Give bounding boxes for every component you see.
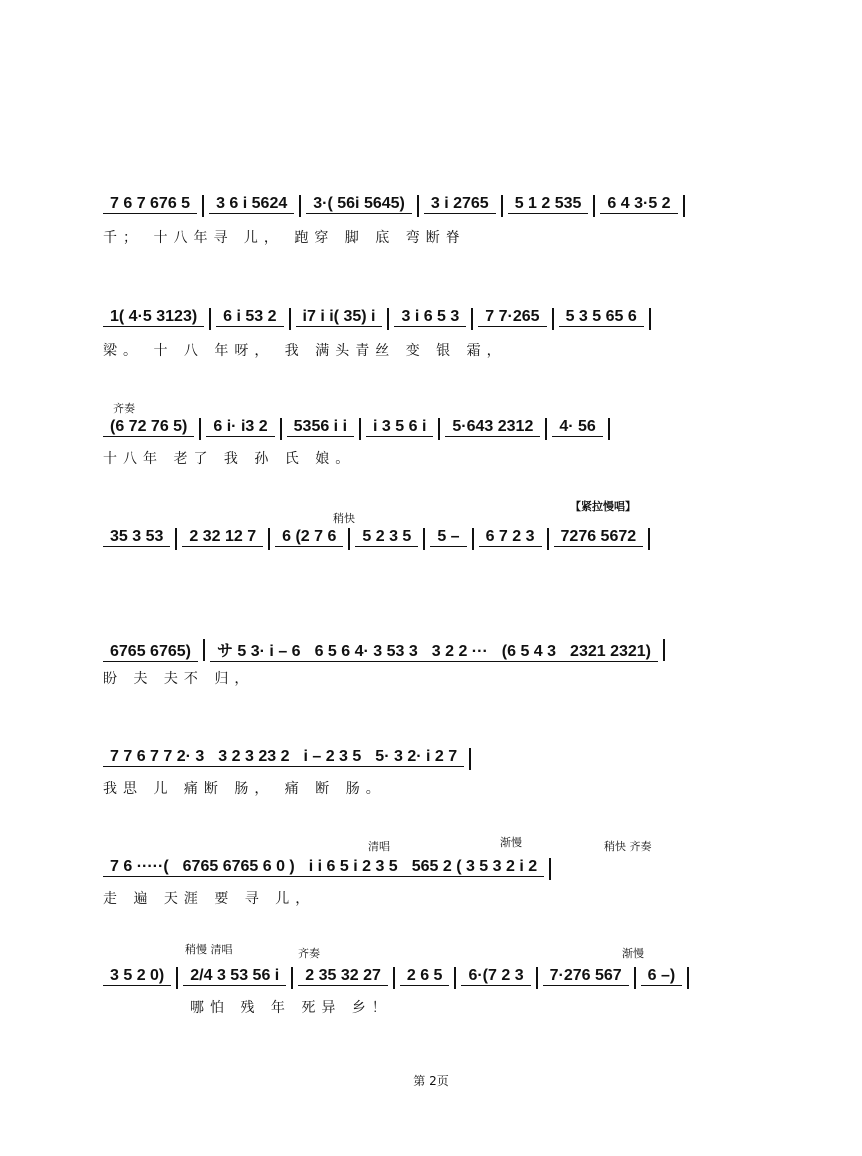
lyric-line: 我思 儿 痛断 肠， 痛 断 肠。 — [103, 781, 386, 797]
measure: 6 i· i3 2 — [206, 418, 274, 437]
bar-line — [299, 195, 301, 217]
page-number: 第 2页 — [413, 1074, 449, 1088]
bar-line — [648, 528, 650, 550]
notation-line — [103, 748, 772, 770]
bar-line — [268, 528, 270, 550]
bar-line — [438, 418, 440, 440]
notation-line — [103, 308, 772, 330]
bar-line — [280, 418, 282, 440]
measure: i i 6 5 i 2 3 5 — [302, 858, 405, 877]
lyric-line: 十八年 老了 我 孙 氏 娘。 — [103, 451, 356, 467]
bar-line — [454, 967, 456, 989]
measure: 2 6 5 — [400, 967, 450, 986]
lyric-line: 千； 十八年寻 儿， 跑穿 脚 底 弯断脊 — [103, 230, 466, 246]
measure: 7 6 7 676 5 — [103, 195, 197, 214]
notation-line — [103, 967, 772, 989]
section-mark: 【紧拉慢唱】 — [570, 500, 636, 513]
measure: 7·276 567 — [543, 967, 629, 986]
bar-line — [289, 308, 291, 330]
measure: (6 72 76 5) — [103, 418, 194, 437]
measure: 7276 5672 — [554, 528, 644, 547]
bar-line — [687, 967, 689, 989]
measure: 1( 4·5 3123) — [103, 308, 204, 327]
measure: 6765 6765) — [103, 643, 198, 662]
performance-mark: 齐奏 — [298, 947, 320, 960]
bar-line — [469, 748, 471, 770]
measure: 4· 56 — [552, 418, 602, 437]
performance-mark: 稍慢 清唱 — [185, 943, 233, 956]
measure: 3 5 2 0) — [103, 967, 171, 986]
measure: 565 2 ( 3 5 3 2 i 2 — [405, 858, 544, 877]
measure: 2 32 12 7 — [182, 528, 263, 547]
measure: 5 – — [430, 528, 466, 547]
lyric-line: 哪怕 残 年 死异 乡！ — [190, 1000, 392, 1016]
measure: 3 i 6 5 3 — [394, 308, 466, 327]
measure: 3 i 2765 — [424, 195, 496, 214]
bar-line — [593, 195, 595, 217]
bar-line — [501, 195, 503, 217]
bar-line — [547, 528, 549, 550]
bar-line — [536, 967, 538, 989]
measure: 3·( 56i 5645) — [306, 195, 412, 214]
measure: 5· 3 2· i 2 7 — [368, 748, 464, 767]
performance-mark: 渐慢 — [500, 836, 522, 849]
measure: 5356 i i — [287, 418, 354, 437]
bar-line — [199, 418, 201, 440]
bar-line — [175, 528, 177, 550]
bar-line — [549, 858, 551, 880]
measure: 7 6 ·····( — [103, 858, 176, 877]
bar-line — [176, 967, 178, 989]
measure: (6 5 4 3 — [495, 643, 563, 662]
measure: 6 i 53 2 — [216, 308, 283, 327]
bar-line — [649, 308, 651, 330]
measure: i 3 5 6 i — [366, 418, 433, 437]
measure: サ 5 3· i – 6 — [210, 638, 308, 662]
bar-line — [202, 195, 204, 217]
measure: 6·(7 2 3 — [461, 967, 530, 986]
measure: 3 6 i 5624 — [209, 195, 294, 214]
bar-line — [471, 308, 473, 330]
bar-line — [203, 639, 205, 661]
bar-line — [417, 195, 419, 217]
notation-line — [103, 195, 772, 217]
performance-mark: 清唱 — [368, 840, 390, 853]
bar-line — [348, 528, 350, 550]
bar-line — [634, 967, 636, 989]
bar-line — [423, 528, 425, 550]
measure: 6 4 3·5 2 — [600, 195, 677, 214]
performance-mark: 稍快 — [333, 512, 355, 525]
bar-line — [393, 967, 395, 989]
measure: 35 3 53 — [103, 528, 170, 547]
performance-mark: 齐奏 — [113, 402, 135, 415]
performance-mark: 渐慢 — [622, 947, 644, 960]
measure: 5·643 2312 — [445, 418, 540, 437]
measure: i7 i i( 35) i — [296, 308, 383, 327]
measure: 6 7 2 3 — [479, 528, 542, 547]
bar-line — [387, 308, 389, 330]
measure: i – 2 3 5 — [296, 748, 368, 767]
measure: 6 –) — [641, 967, 683, 986]
notation-line — [103, 638, 772, 662]
lyric-line: 梁。 十 八 年呀， 我 满头青丝 变 银 霜， — [103, 343, 507, 359]
bar-line — [552, 308, 554, 330]
measure: 3 2 3 23 2 — [211, 748, 296, 767]
notation-line — [103, 528, 772, 550]
notation-line — [103, 418, 772, 440]
bar-line — [663, 639, 665, 661]
measure: 7 7 6 7 7 2· 3 — [103, 748, 211, 767]
bar-line — [545, 418, 547, 440]
bar-line — [291, 967, 293, 989]
measure: 6765 6765 6 0 ) — [176, 858, 302, 877]
bar-line — [608, 418, 610, 440]
measure: 5 2 3 5 — [355, 528, 418, 547]
bar-line — [209, 308, 211, 330]
performance-mark: 稍快 齐奏 — [604, 840, 652, 853]
measure: 6 5 6 4· 3 53 3 — [308, 643, 425, 662]
bar-line — [683, 195, 685, 217]
measure: 6 (2 7 6 — [275, 528, 343, 547]
measure: 3 2 2 ··· — [425, 643, 495, 662]
measure: 2 35 32 27 — [298, 967, 388, 986]
measure: 2321 2321) — [563, 643, 658, 662]
measure: 5 3 5 65 6 — [559, 308, 644, 327]
lyric-line: 盼 夫 夫不 归， — [103, 671, 255, 687]
measure: 5 1 2 535 — [508, 195, 589, 214]
notation-line — [103, 858, 772, 880]
measure: 7 7·265 — [478, 308, 546, 327]
bar-line — [359, 418, 361, 440]
lyric-line: 走 遍 天涯 要 寻 儿， — [103, 891, 316, 907]
bar-line — [472, 528, 474, 550]
measure: 2/4 3 53 56 i — [183, 967, 286, 986]
